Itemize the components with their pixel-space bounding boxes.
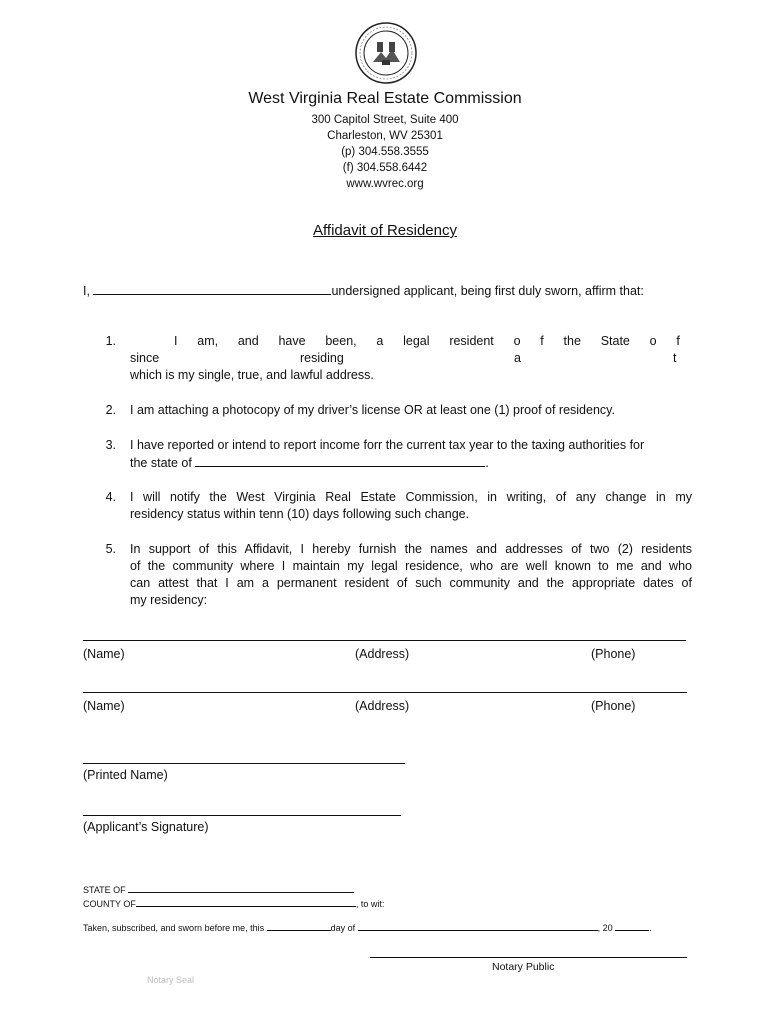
intro-line [83,282,693,300]
website: www.wvrec.org [346,178,424,190]
item-5-number: 5. [105,542,116,556]
item-3-number: 3. [105,438,116,452]
notary-county-field[interactable] [136,898,356,907]
reference-2-line[interactable] [83,692,687,693]
signature-label: (Applicant’s Signature) [83,820,209,834]
word: since [130,351,160,365]
item-5-line-3: can attest that I am a permanent resident of such community and the appropriate dates of [130,576,692,590]
word: f [540,334,544,348]
reference-2-address-label: (Address) [355,699,410,713]
reference-1-line[interactable] [83,640,686,641]
state-of-row [83,884,354,895]
month-field[interactable] [358,922,598,931]
item-1-row-1 [130,333,680,350]
word: t [673,351,677,365]
sworn-label: Taken, subscribed, and sworn before me, this [83,923,265,933]
item-3-line-2 [130,454,695,472]
item-2-number: 2. [105,403,116,417]
year-label: , 20 [597,923,613,933]
item-3-end: . [485,456,489,470]
notary-signature-line[interactable] [370,957,687,958]
item-2-text: I am attaching a photocopy of my driver’s license OR at least one (1) proof of residency. [130,403,615,417]
item-4-line-2: residency status within tenn (10) days following such change. [130,507,470,521]
organization-name: West Virginia Real Estate Commission [248,90,522,107]
day-field[interactable] [267,922,331,931]
word: have [278,334,306,348]
item-3-label: the state of [130,456,192,470]
word: resident [449,334,494,348]
word: the [563,334,581,348]
item-3-text [130,437,695,472]
item-3-line-1: I have reported or intend to report income forr the current tax year to the taxing authorities for [130,438,645,452]
word: o [513,334,521,348]
word: a [514,351,521,365]
word: a [376,334,384,348]
notary-seal-label: Notary Seal [147,975,195,985]
item-5-line-4: my residency: [130,593,208,607]
year-end: . [649,923,652,933]
word: f [676,334,680,348]
street-address: 300 Capitol Street, Suite 400 [311,114,459,126]
notary-public-label: Notary Public [492,961,555,973]
reference-1-phone-label: (Phone) [591,647,636,661]
word: residing [300,351,344,365]
day-of-label: day of [330,923,356,933]
item-4-line-1: I will notify the West Virginia Real Estate Commission, in writing, of any change in my [130,490,692,504]
city-address: Charleston, WV 25301 [327,130,443,142]
printed-name-line[interactable] [83,763,405,764]
item-4-number: 4. [105,490,116,504]
word: been, [325,334,357,348]
state-seal-image [355,22,417,84]
word: am, [197,334,219,348]
state-of-label: STATE OF [83,885,126,895]
phone-number: (p) 304.558.3555 [341,146,429,158]
item-5-text [130,541,692,609]
item-4-text [130,489,692,523]
applicant-name-field[interactable] [93,282,331,295]
reference-2-name-label: (Name) [83,699,125,713]
word: I [174,334,178,348]
item-1-text [130,333,680,384]
item-5-line-1: In support of this Affidavit, I hereby furnish the names and addresses of two (2) residents [130,542,692,556]
item-1-number: 1. [105,334,116,348]
word: and [237,334,259,348]
county-of-label: COUNTY OF [83,899,136,909]
document-title: Affidavit of Residency [313,222,457,239]
intro-prefix: I, [83,284,90,298]
word: legal [403,334,430,348]
fax-number: (f) 304.558.6442 [342,162,428,174]
sworn-row [83,922,693,933]
word: State [600,334,630,348]
year-field[interactable] [615,922,649,931]
item-5-line-2: of the community where I maintain my legal residence, who are well known to me and who [130,559,692,573]
intro-suffix: undersigned applicant, being first duly sworn, affirm that: [331,284,644,298]
to-wit-label: , to wit: [355,899,385,909]
word: o [649,334,657,348]
county-of-row [83,898,384,909]
reference-1-address-label: (Address) [355,647,410,661]
item-1-row-3: which is my single, true, and lawful address. [130,368,374,382]
reference-2-phone-label: (Phone) [591,699,636,713]
state-field[interactable] [195,454,485,467]
signature-line[interactable] [83,815,401,816]
item-1-row-2 [130,350,680,367]
notary-state-field[interactable] [128,884,354,893]
reference-1-name-label: (Name) [83,647,125,661]
printed-name-label: (Printed Name) [83,768,168,782]
